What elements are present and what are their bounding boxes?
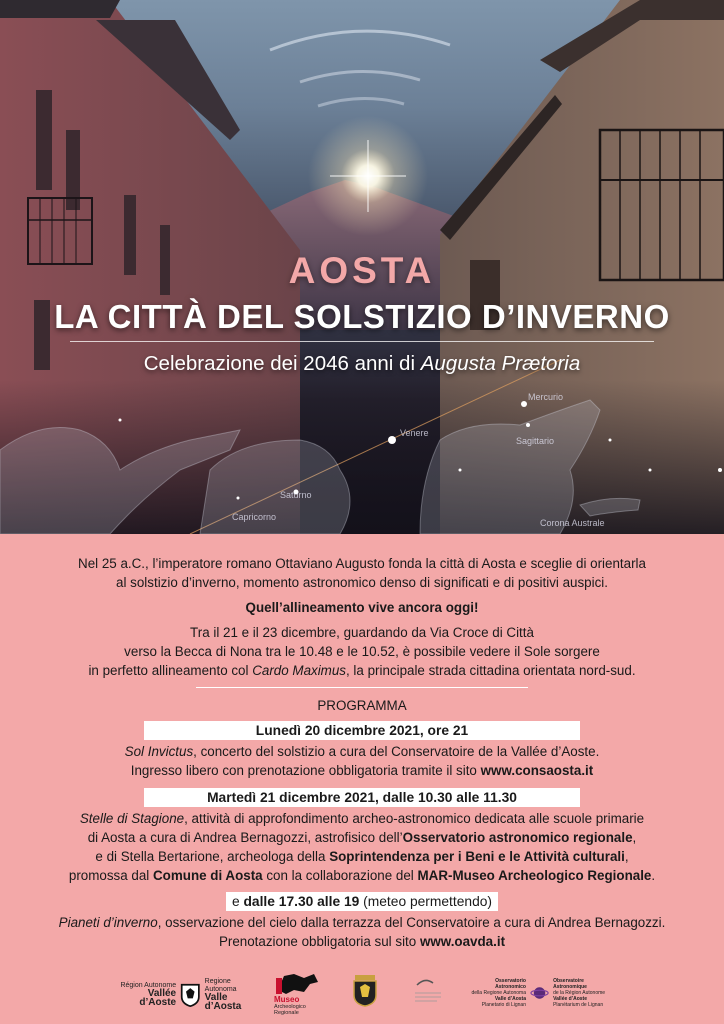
event2-line-2-suffix: , xyxy=(632,830,637,845)
institution-mark xyxy=(410,974,446,1010)
intro-line-5-suffix: , la principale strada cittadina orientata nord-sud. xyxy=(345,663,636,678)
event1-date-band: Lunedì 20 dicembre 2021, ore 21 xyxy=(144,721,580,740)
intro-line-3: Tra il 21 e il 23 dicembre, guardando da Via Croce di Città xyxy=(190,625,534,640)
label-capricorno: Capricorno xyxy=(232,512,277,522)
event1-desc: , concerto del solstizio a cura del Conservatoire de la Vallée d’Aoste. xyxy=(193,744,600,759)
program-heading: PROGRAMMA xyxy=(317,698,407,713)
event1-booking-text: Ingresso libero con prenotazione obbligatoria tramite il sito xyxy=(130,763,477,778)
observatory-text-fr xyxy=(553,978,616,1008)
event3-line-2 xyxy=(0,932,724,951)
event2-line-2 xyxy=(0,828,724,847)
obs2-line-4: Planétarium de Lignan xyxy=(553,1002,604,1008)
intro-line-5 xyxy=(0,661,724,680)
event3-prefix: e xyxy=(231,894,240,909)
event2-line-4 xyxy=(0,866,724,885)
section-divider xyxy=(196,687,528,688)
event3-site-link[interactable]: www.oavda.it xyxy=(419,934,506,949)
obs2-line-1: Observatoire Astronomique xyxy=(553,978,587,990)
region2-big: Valle d’Aosta xyxy=(204,992,242,1012)
observatory-text-it xyxy=(466,978,526,1008)
institution-mark-icon xyxy=(411,975,445,1009)
intro-line-1: Nel 25 a.C., l’imperatore romano Ottaviano Augusto fonda la città di Aosta e sceglie di orientarla xyxy=(78,556,646,571)
region-logo-left xyxy=(118,982,176,1008)
soprintendenza-name: Soprintendenza per i Beni e le Attività culturali xyxy=(329,849,625,864)
obs2-line-3: Vallée d’Aoste xyxy=(553,996,587,1002)
event1-site-link[interactable]: www.consaosta.it xyxy=(480,763,594,778)
label-mercurio: Mercurio xyxy=(528,392,564,402)
event2-line-4-prefix: promossa dal xyxy=(68,868,150,883)
museo-label: Museo xyxy=(274,995,300,1004)
event1-line-1 xyxy=(0,742,724,761)
region2-small: Regione Autonoma xyxy=(204,978,237,993)
intro-line-5-prefix: in perfetto allineamento col xyxy=(88,663,249,678)
intro-line-4: verso la Becca di Nona tra le 10.48 e le 10.52, è possibile vedere il Sole sorgere xyxy=(124,644,600,659)
subtitle-prefix: Celebrazione dei 2046 anni di xyxy=(143,352,416,375)
cardo-maximus: Cardo Maximus xyxy=(252,663,346,678)
event2-line-4-suffix: . xyxy=(651,868,656,883)
event2-line-3-prefix: e di Stella Bertarione, archeologa della xyxy=(95,849,326,864)
title-divider xyxy=(70,341,654,342)
label-venere: Venere xyxy=(400,428,429,438)
event3-booking-text: Prenotazione obbligatoria sul sito xyxy=(218,934,417,949)
label-saturno: Saturno xyxy=(280,490,312,500)
intro-highlight: Quell’allineamento vive ancora oggi! xyxy=(245,600,479,615)
comune-name: Comune di Aosta xyxy=(153,868,263,883)
event1-name: Sol Invictus xyxy=(124,744,194,759)
museo-logo xyxy=(274,970,324,1016)
obs1-line-3: Valle d’Aosta xyxy=(494,996,526,1002)
region1-big: Vallée d’Aoste xyxy=(139,988,177,1008)
label-sagittario: Sagittario xyxy=(516,436,555,446)
event2-line-2-prefix: di Aosta a cura di Andrea Bernagozzi, astrofisico dell’ xyxy=(87,830,403,845)
region-logo-right xyxy=(205,978,258,1012)
comune-crest-icon xyxy=(352,973,378,1007)
obs2-line-2: de la Région Autonome xyxy=(553,990,606,996)
region1-small: Région Autonome xyxy=(120,982,177,989)
comune-crest xyxy=(350,970,380,1010)
observatory-logo xyxy=(466,976,616,1010)
subtitle-italic: Augusta Prætoria xyxy=(420,352,581,375)
obs1-line-1: Osservatorio Astronomico xyxy=(495,978,526,990)
event3-desc: , osservazione del cielo dalla terrazza del Conservatoire a cura di Andrea Bernagozzi. xyxy=(157,915,666,930)
event2-line-4-mid: con la collaborazione del xyxy=(266,868,414,883)
label-corona-australe: Corona Australe xyxy=(540,518,605,528)
subtitle xyxy=(0,352,724,376)
museo-horse-icon xyxy=(274,970,322,996)
event3-note: (meteo permettendo) xyxy=(363,894,493,909)
event3-name: Pianeti d’inverno xyxy=(58,915,158,930)
main-title: LA CITTÀ DEL SOLSTIZIO D’INVERNO xyxy=(54,298,670,335)
event2-date-band: Martedì 21 dicembre 2021, dalle 10.30 alle 11.30 xyxy=(144,788,580,807)
event1-line-2 xyxy=(0,761,724,780)
event2-line-3 xyxy=(0,847,724,866)
city-title: AOSTA xyxy=(288,250,436,291)
museo-name: MAR-Museo Archeologico Regionale xyxy=(417,868,652,883)
event2-line-3-suffix: , xyxy=(624,849,629,864)
museo-sub-label: Archeologico Regionale xyxy=(274,1004,306,1016)
event2-desc: , attività di approfondimento archeo-astronomico dedicata alle scuole primarie xyxy=(184,811,645,826)
event3-time-band xyxy=(226,892,498,911)
obs1-line-4: Planetario di Lignan xyxy=(481,1002,526,1008)
event2-line-1 xyxy=(0,809,724,828)
event3-line-1 xyxy=(0,913,724,932)
region-logo xyxy=(118,978,258,1012)
event2-name: Stelle di Stagione xyxy=(79,811,185,826)
obs1-line-2: della Regione Autonoma xyxy=(471,990,526,996)
sponsor-logos xyxy=(0,964,724,1020)
intro-line-2: al solstizio d’inverno, momento astronomico denso di significati e di positivi auspici. xyxy=(116,575,608,590)
osservatorio-name: Osservatorio astronomico regionale xyxy=(402,830,633,845)
observatory-planet-icon xyxy=(530,983,549,1003)
event3-time: dalle 17.30 alle 19 xyxy=(243,894,360,909)
region-crest-icon xyxy=(180,981,201,1009)
